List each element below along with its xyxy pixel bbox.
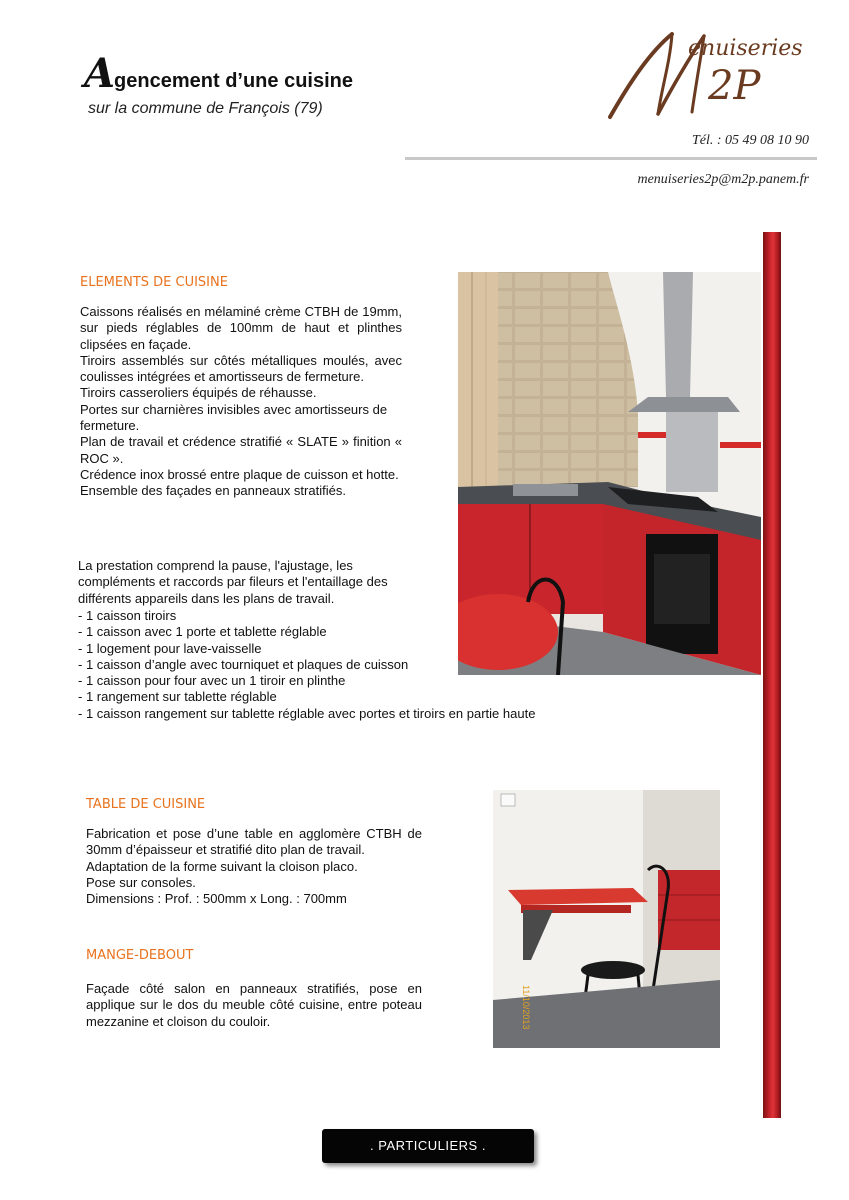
list-item: - 1 caisson pour four avec un 1 tiroir en plinthe <box>78 673 346 689</box>
page-title <box>84 50 353 97</box>
list-item: - 1 rangement sur tablette réglable <box>78 689 277 705</box>
section-heading-table: TABLE DE CUISINE <box>86 797 206 812</box>
logo-number: 2P <box>708 63 761 109</box>
elements-description <box>80 304 402 500</box>
elements-paragraph: Caissons réalisés en mélaminé crème CTBH de 19mm, sur pieds réglables de 100mm de haut et plinthes clipsées en façade. <box>80 304 402 352</box>
elements-line-doors: Portes sur charnières invisibles avec amortisseurs de fermeture. <box>80 401 388 434</box>
elements-line-drawers: Tiroirs assemblés sur côtés métalliques moulés, avec coulisses intégrées et amortisseurs de fermeture. <box>80 352 402 385</box>
photo-date-stamp: 11/10/2013 <box>521 985 531 1030</box>
elements-line-casseroliers: Tiroirs casseroliers équipés de réhausse. <box>80 385 317 401</box>
category-badge: . PARTICULIERS . <box>322 1129 534 1163</box>
list-item: - 1 caisson d’angle avec tourniquet et plaques de cuisson <box>78 656 409 672</box>
page-subtitle: sur la commune de François (79) <box>88 100 323 117</box>
list-item: - 1 logement pour lave-vaisselle <box>78 640 262 656</box>
table-photo <box>493 790 720 1048</box>
table-line: Fabrication et pose d’une table en agglomère CTBH de 30mm d’épaisseur et stratifié dito plan de travail. <box>86 826 422 858</box>
side-red-bar <box>763 232 781 1118</box>
table-line: Adaptation de la forme suivant la cloison placo. <box>86 858 358 874</box>
list-item: - 1 caisson tiroirs <box>78 608 177 623</box>
section-heading-elements: ELEMENTS DE CUISINE <box>80 275 228 290</box>
company-logo <box>600 22 830 132</box>
section-heading-mange-debout: MANGE-DEBOUT <box>86 948 194 963</box>
list-item: - 1 caisson rangement sur tablette réglable avec portes et tiroirs en partie haute <box>78 705 536 721</box>
elements-line-worktop: Plan de travail et crédence stratifié « SLATE » finition « ROC ». <box>80 434 402 466</box>
table-line: Pose sur consoles. <box>86 874 196 890</box>
header-divider <box>405 157 817 160</box>
elements-line-facades: Ensemble des façades en panneaux stratifiés. <box>80 483 346 499</box>
phone-number: Tél. : 05 49 08 10 90 <box>691 133 809 148</box>
email-address: menuiseries2p@m2p.panem.fr <box>637 172 809 187</box>
table-description <box>86 826 422 907</box>
page-title-text: gencement d’une cuisine <box>114 70 353 92</box>
kitchen-photo <box>458 272 761 675</box>
elements-line-credence: Crédence inox brossé entre plaque de cuisson et hotte. <box>80 466 399 482</box>
page-title-initial: A <box>84 50 115 97</box>
list-item: - 1 caisson avec 1 porte et tablette réglable <box>78 624 327 640</box>
logo-word: enuiseries <box>688 36 803 61</box>
table-line: Dimensions : Prof. : 500mm x Long. : 700mm <box>86 891 347 907</box>
mange-debout-paragraph: Façade côté salon en panneaux stratifiés, pose en applique sur le dos du meuble côté cuisine, entre poteau mezzanine et cloison du couloir. <box>86 981 422 1029</box>
prestation-paragraph: La prestation comprend la pause, l'ajustage, les compléments et raccords par fileurs et l'entaillage des différents appareils dans les plans de travail. <box>78 558 388 606</box>
